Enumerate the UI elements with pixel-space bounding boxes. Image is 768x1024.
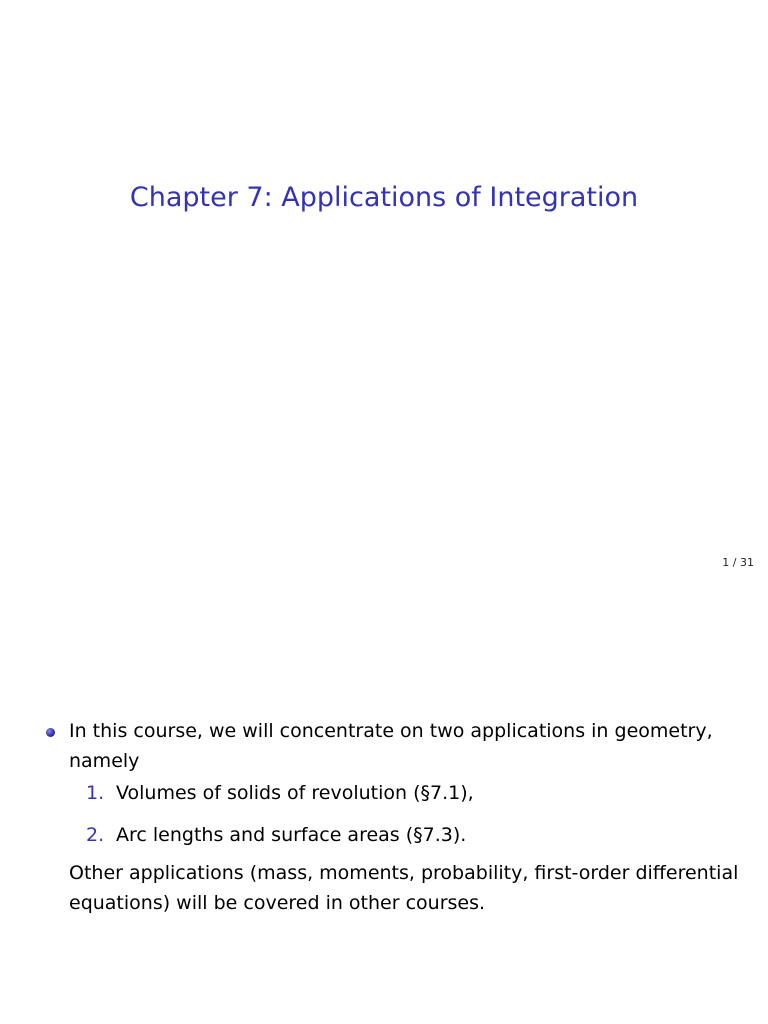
list-item-text: Arc lengths and surface areas (§7.3). xyxy=(116,824,467,846)
closing-paragraph: Other applications (mass, moments, probability, first-order differential equations) will be covered in other courses. xyxy=(69,862,739,914)
enumerated-list xyxy=(0,778,768,850)
list-item-text: Volumes of solids of revolution (§7.1), xyxy=(116,782,474,804)
list-item xyxy=(0,820,768,850)
bullet-icon xyxy=(46,728,55,737)
list-item-number: 2. xyxy=(86,824,105,846)
bullet-item xyxy=(0,716,768,776)
page-number: 1 / 31 xyxy=(722,556,754,569)
list-item xyxy=(0,778,768,808)
slide-title: Chapter 7: Applications of Integration xyxy=(129,182,639,213)
slide-2-content xyxy=(0,716,768,918)
bullet-text: In this course, we will concentrate on two applications in geometry, namely xyxy=(69,720,713,772)
list-item-number: 1. xyxy=(86,782,105,804)
